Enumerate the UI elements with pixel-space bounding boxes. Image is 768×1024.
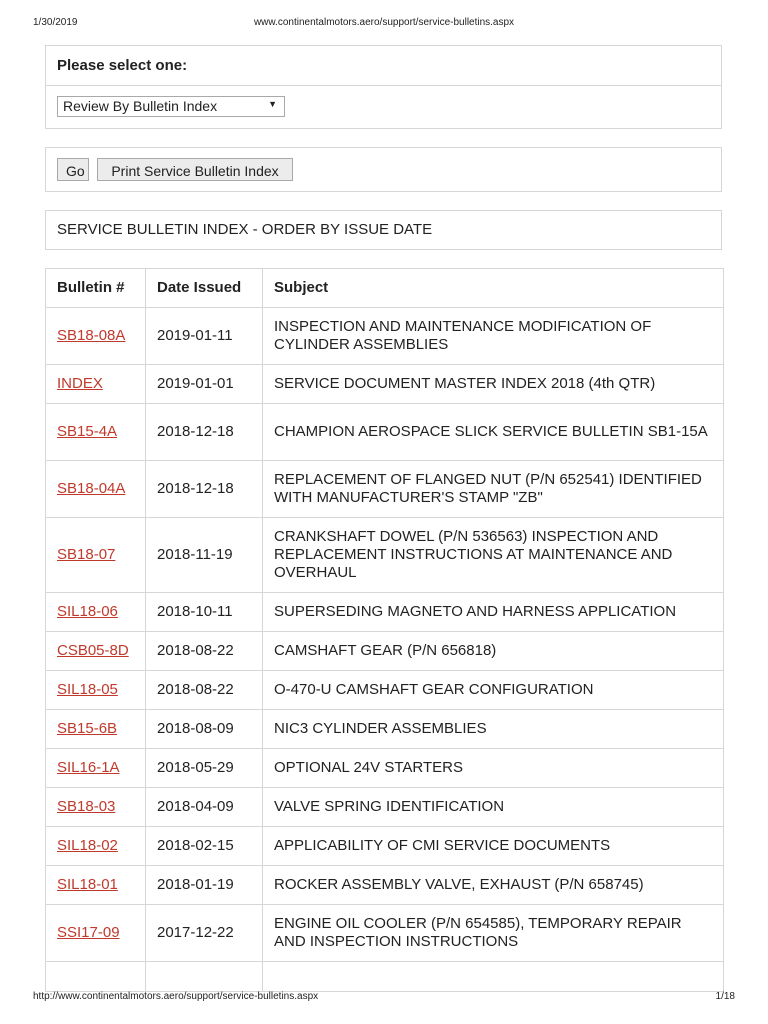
column-header-bulletin: Bulletin # [46,269,146,308]
bulletin-cell [46,905,146,962]
bulletin-cell [46,365,146,404]
column-header-date: Date Issued [146,269,263,308]
bulletin-cell [46,962,146,992]
table-row [46,632,724,671]
subject-cell: CRANKSHAFT DOWEL (P/N 536563) INSPECTION AND REPLACEMENT INSTRUCTIONS AT MAINTENANCE AND OVERHAUL [263,518,724,593]
bulletin-link[interactable]: SB18-08A [57,327,126,344]
bulletin-cell [46,749,146,788]
table-row [46,710,724,749]
table-row [46,788,724,827]
bulletin-link[interactable]: SIL18-05 [57,681,118,698]
bulletin-link[interactable]: SB18-03 [57,798,116,815]
table-row [46,749,724,788]
bulletin-link[interactable]: SIL18-06 [57,603,118,620]
subject-cell: SUPERSEDING MAGNETO AND HARNESS APPLICATION [263,593,724,632]
go-button[interactable]: Go [57,158,89,181]
subject-cell: INSPECTION AND MAINTENANCE MODIFICATION OF CYLINDER ASSEMBLIES [263,308,724,365]
table-row [46,962,724,992]
bulletin-link[interactable]: SIL18-01 [57,876,118,893]
subject-cell: APPLICABILITY OF CMI SERVICE DOCUMENTS [263,827,724,866]
table-row [46,461,724,518]
bulletin-link[interactable]: SB15-4A [57,423,118,440]
bulletin-link[interactable]: SB18-07 [57,546,116,563]
bulletin-link[interactable]: SB15-6B [57,720,118,737]
bulletin-cell [46,593,146,632]
bulletin-link[interactable]: SSI17-09 [57,924,120,941]
date-issued-cell: 2018-08-09 [146,710,263,749]
print-header [33,17,735,31]
table-row [46,518,724,593]
bulletin-link[interactable]: SIL16-1A [57,759,120,776]
date-issued-cell: 2018-08-22 [146,632,263,671]
subject-cell: NIC3 CYLINDER ASSEMBLIES [263,710,724,749]
date-issued-cell [146,962,263,992]
dropdown-arrow-icon: ▼ [268,99,277,109]
column-header-subject: Subject [263,269,724,308]
bulletin-cell [46,404,146,461]
date-issued-cell: 2018-08-22 [146,671,263,710]
table-row [46,404,724,461]
index-title: SERVICE BULLETIN INDEX - ORDER BY ISSUE DATE [57,221,433,238]
date-issued-cell: 2018-05-29 [146,749,263,788]
bulletin-link[interactable]: SIL18-02 [57,837,118,854]
bulletin-cell [46,461,146,518]
subject-cell [263,962,724,992]
print-footer [33,991,735,1005]
bulletin-link[interactable]: CSB05-8D [57,642,129,659]
print-header-url: www.continentalmotors.aero/support/service-bulletins.aspx [253,17,515,28]
print-footer-url: http://www.continentalmotors.aero/support/service-bulletins.aspx [33,991,319,1002]
date-issued-cell: 2018-12-18 [146,461,263,518]
bulletin-cell [46,518,146,593]
subject-cell: SERVICE DOCUMENT MASTER INDEX 2018 (4th QTR) [263,365,724,404]
subject-cell: VALVE SPRING IDENTIFICATION [263,788,724,827]
bulletin-link[interactable]: INDEX [57,375,103,392]
table-row [46,866,724,905]
subject-cell: CHAMPION AEROSPACE SLICK SERVICE BULLETIN SB1-15A [263,404,724,461]
table-row [46,593,724,632]
subject-cell: ROCKER ASSEMBLY VALVE, EXHAUST (P/N 658745) [263,866,724,905]
bulletin-cell [46,308,146,365]
date-issued-cell: 2019-01-11 [146,308,263,365]
index-title-panel [45,210,722,250]
table-row [46,365,724,404]
subject-cell: REPLACEMENT OF FLANGED NUT (P/N 652541) IDENTIFIED WITH MANUFACTURER'S STAMP "ZB" [263,461,724,518]
date-issued-cell: 2018-01-19 [146,866,263,905]
table-row [46,308,724,365]
subject-cell: O-470-U CAMSHAFT GEAR CONFIGURATION [263,671,724,710]
bulletin-cell [46,632,146,671]
subject-cell: ENGINE OIL COOLER (P/N 654585), TEMPORARY REPAIR AND INSPECTION INSTRUCTIONS [263,905,724,962]
bulletin-cell [46,866,146,905]
select-value: Review By Bulletin Index [63,98,218,114]
bulletin-table [45,268,724,992]
bulletin-cell [46,710,146,749]
date-issued-cell: 2019-01-01 [146,365,263,404]
table-row [46,905,724,962]
date-issued-cell: 2018-12-18 [146,404,263,461]
bulletin-cell [46,788,146,827]
bulletin-link[interactable]: SB18-04A [57,480,126,497]
table-row [46,827,724,866]
subject-cell: CAMSHAFT GEAR (P/N 656818) [263,632,724,671]
table-row [46,671,724,710]
date-issued-cell: 2018-04-09 [146,788,263,827]
print-index-button[interactable]: Print Service Bulletin Index [97,158,293,181]
bulletin-view-select[interactable] [57,96,285,117]
subject-cell: OPTIONAL 24V STARTERS [263,749,724,788]
date-issued-cell: 2017-12-22 [146,905,263,962]
print-date: 1/30/2019 [33,17,78,28]
date-issued-cell: 2018-02-15 [146,827,263,866]
bulletin-cell [46,671,146,710]
date-issued-cell: 2018-10-11 [146,593,263,632]
table-header-row [46,269,724,308]
select-panel-heading: Please select one: [46,46,721,86]
bulletin-cell [46,827,146,866]
action-panel [45,147,722,192]
date-issued-cell: 2018-11-19 [146,518,263,593]
select-panel [45,45,722,129]
page-number: 1/18 [715,991,735,1002]
